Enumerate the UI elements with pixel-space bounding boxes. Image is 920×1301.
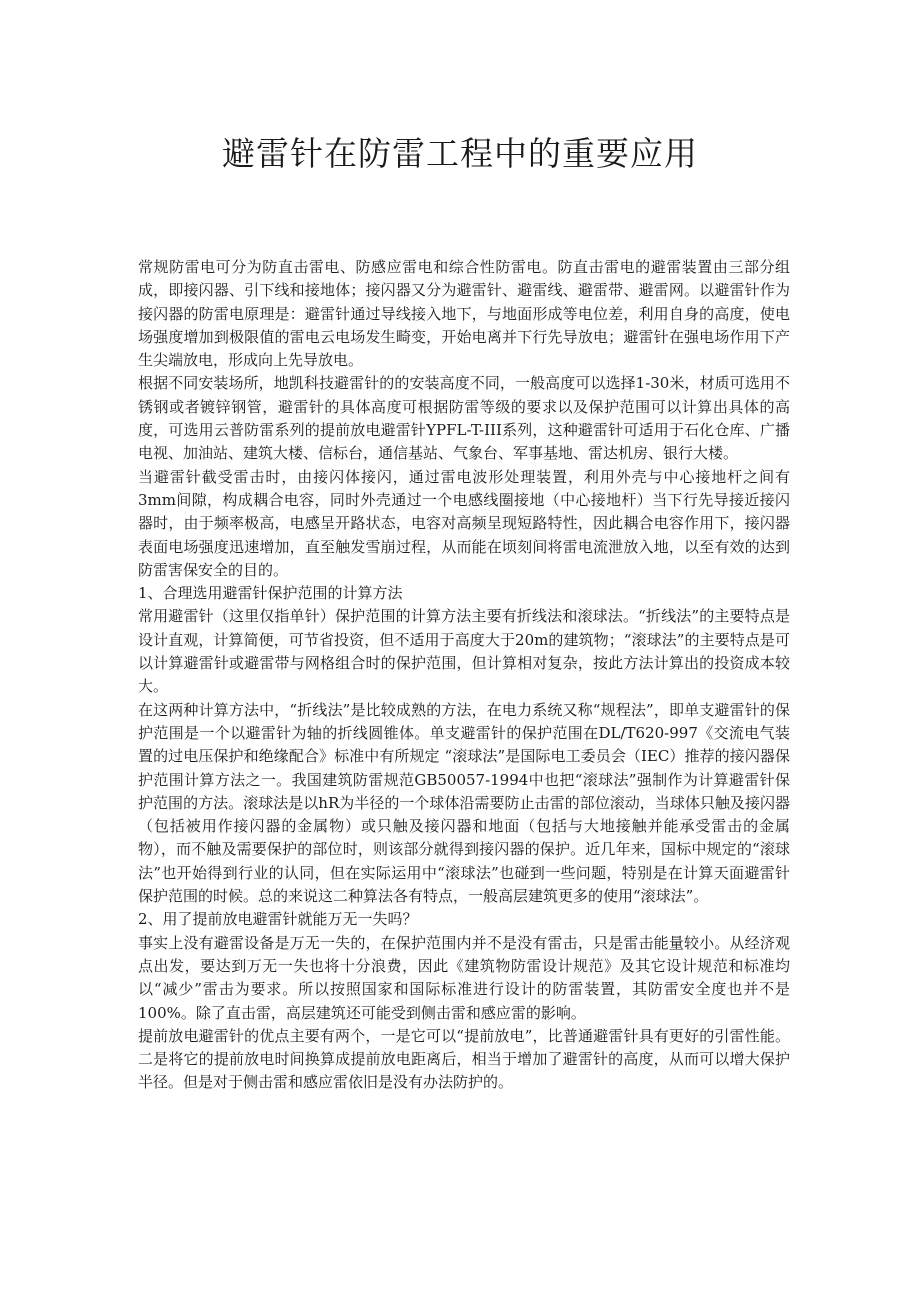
paragraph-methods-detail: 在这两种计算方法中，“折线法”是比较成熟的方法，在电力系统又称“规程法”，即单支避雷针的保护范围是一个以避雷针为轴的折线圆锥体。单支避雷针的保护范围在DL/T620-997《交流电气装置的过电压保护和绝缘配合》标准中有所规定 “滚球法”是国际电工委员会（IEC）推荐的接闪器保护范围计算方法之一。我国建筑防雷规范GB50057-1994中也把“滚球法”强制作为计算避雷针保护范围的方法。滚球法是以hR为半径的一个球体沿需要防止击雷的部位滚动，当球体只触及接闪器（包括被用作接闪器的金属物）或只触及接闪器和地面（包括与大地接触并能承受雷击的金属物），而不触及需要保护的部位时，则该部分就得到接闪器的保护。近几年来，国标中规定的“滚球法”也开始得到行业的认同，但在实际运用中“滚球法”也碰到一些问题，特别是在计算天面避雷针保护范围的时候。总的来说这二种算法各有特点，一般高层建筑更多的使用“滚球法”。	[138, 700, 790, 906]
paragraph-no-absolute-safety: 事实上没有避雷设备是万无一失的，在保护范围内并不是没有雷击，只是雷击能量较小。从经济观点出发，要达到万无一失也将十分浪费，因此《建筑物防雷设计规范》及其它设计规范和标准均以“减少”雷击为要求。所以按照国家和国际标准进行设计的防雷装置，其防雷安全度也并不是100%。除了直击雷，高层建筑还可能受到侧击雷和感应雷的影响。	[138, 933, 790, 1022]
paragraph-mechanism: 当避雷针截受雷击时，由接闪体接闪，通过雷电波形处理装置，利用外壳与中心接地杆之间有3mm间隙，构成耦合电容，同时外壳通过一个电感线圈接地（中心接地杆）当下行先导接近接闪器时，由于频率极高，电感呈开路状态，电容对高频呈现短路特性，因此耦合电容作用下，接闪器表面电场强度迅速增加，直至触发雪崩过程，从而能在顷刻间将雷电流泄放入地，以至有效的达到防雷害保安全的目的。	[138, 467, 790, 579]
section-heading-1: 1、合理选用避雷针保护范围的计算方法	[138, 584, 403, 603]
paragraph-advantages: 提前放电避雷针的优点主要有两个，一是它可以“提前放电”，比普通避雷针具有更好的引雷性能。二是将它的提前放电时间换算成提前放电距离后，相当于增加了避雷针的高度，从而可以增大保护半径。但是对于侧击雷和感应雷依旧是没有办法防护的。	[138, 1026, 790, 1092]
section-heading-2: 2、用了提前放电避雷针就能万无一失吗？	[138, 910, 418, 929]
paragraph-calculation-methods: 常用避雷针（这里仅指单针）保护范围的计算方法主要有折线法和滚球法。“折线法”的主要特点是设计直观，计算简便，可节省投资，但不适用于高度大于20m的建筑物；“滚球法”的主要特点是可以计算避雷针或避雷带与网格组合时的保护范围，但计算相对复杂，按此方法计算出的投资成本较大。	[138, 607, 790, 696]
document-body	[138, 256, 790, 1095]
paragraph-intro: 常规防雷电可分为防直击雷电、防感应雷电和综合性防雷电。防直击雷电的避雷装置由三部分组成，即接闪器、引下线和接地体；接闪器又分为避雷针、避雷线、避雷带、避雷网。以避雷针作为接闪器的防雷电原理是：避雷针通过导线接入地下，与地面形成等电位差，利用自身的高度，使电场强度增加到极限值的雷电云电场发生畸变，开始电离并下行先导放电；避雷针在强电场作用下产生尖端放电，形成向上先导放电。	[138, 258, 790, 370]
document-title: 避雷针在防雷工程中的重要应用	[222, 134, 698, 173]
paragraph-installation: 根据不同安装场所，地凯科技避雷针的的安装高度不同，一般高度可以选择1-30米，材质可选用不锈钢或者镀锌钢管，避雷针的具体高度可根据防雷等级的要求以及保护范围可以计算出具体的高度，可选用云普防雷系列的提前放电避雷针YPFL-T-III系列，这种避雷针可适用于石化仓库、广播电视、加油站、建筑大楼、信标台，通信基站、气象台、军事基地、雷达机房、银行大楼。	[138, 374, 790, 463]
